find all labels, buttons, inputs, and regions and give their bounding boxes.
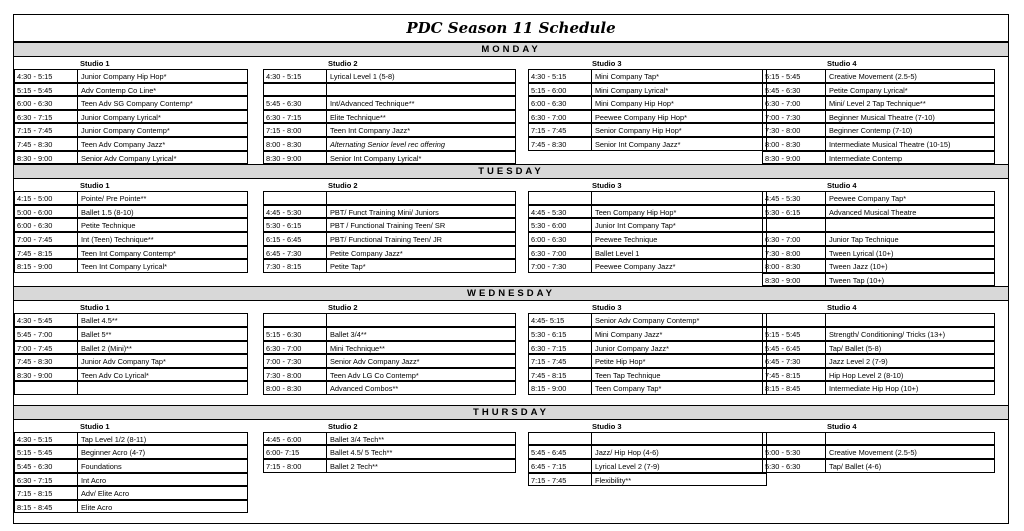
- class-time: 7:45 - 8:30: [14, 137, 77, 151]
- class-name: Adv/ Elite Acro: [77, 486, 248, 500]
- class-time: 8:30 - 9:00: [14, 151, 77, 165]
- class-time: 6:00- 7:15: [263, 445, 326, 459]
- class-name: Ballet 3/4**: [326, 327, 516, 341]
- class-time: [263, 313, 326, 327]
- class-time: 4:30 - 5:45: [14, 313, 77, 327]
- class-name: Elite Technique**: [326, 110, 516, 124]
- studio-label: Studio 1: [80, 59, 110, 68]
- class-time: [762, 218, 825, 232]
- class-name: PBT/ Functional Training Teen/ JR: [326, 232, 516, 246]
- class-time: 7:15 - 7:45: [528, 123, 591, 137]
- schedule-row: [14, 327, 1008, 341]
- class-name: Advanced Musical Theatre: [825, 205, 995, 219]
- class-name: Peewee Company Tap*: [825, 191, 995, 205]
- class-name: Ballet 5**: [77, 327, 248, 341]
- class-time: 4:45- 5:15: [528, 313, 591, 327]
- class-time: [263, 83, 326, 97]
- class-name: Ballet 3/4 Tech**: [326, 432, 516, 446]
- schedule-sheet: [13, 14, 1009, 524]
- class-name: Mini Company Tap*: [591, 69, 767, 83]
- class-name: Tween Tap (10+): [825, 273, 995, 287]
- class-name: Creative Movement (2.5-5): [825, 69, 995, 83]
- class-name: Teen Adv SG Company Contemp*: [77, 96, 248, 110]
- class-time: 8:15 - 8:45: [762, 381, 825, 395]
- class-time: 4:45 - 5:30: [528, 205, 591, 219]
- class-name: Adv Contemp Co Line*: [77, 83, 248, 97]
- class-time: 6:45 - 7:15: [528, 459, 591, 473]
- class-name: Petite Hip Hop*: [591, 354, 767, 368]
- class-time: 7:15 - 7:45: [528, 354, 591, 368]
- class-name: Tween Lyrical (10+): [825, 246, 995, 260]
- class-name: Int Acro: [77, 473, 248, 487]
- class-name: [825, 313, 995, 327]
- studio-label: Studio 3: [592, 421, 622, 431]
- class-name: Ballet 1.5 (8-10): [77, 205, 248, 219]
- class-name: Advanced Combos**: [326, 381, 516, 395]
- class-time: 7:15 - 7:45: [14, 123, 77, 137]
- studio-label: Studio 3: [592, 59, 622, 68]
- class-time: 5:30 - 6:15: [263, 218, 326, 232]
- class-name: Teen Adv Co Lyrical*: [77, 368, 248, 382]
- studio-label: Studio 4: [827, 421, 857, 431]
- class-name: Tap/ Ballet (4-6): [825, 459, 995, 473]
- class-name: Intermediate Contemp: [825, 151, 995, 165]
- class-time: 6:30 - 7:15: [263, 110, 326, 124]
- class-name: Petite Company Lyrical*: [825, 83, 995, 97]
- class-name: Tween Jazz (10+): [825, 259, 995, 273]
- class-time: 5:45 - 6:45: [762, 341, 825, 355]
- class-name: Elite Acro: [77, 500, 248, 514]
- class-name: Teen Adv LG Co Contemp*: [326, 368, 516, 382]
- schedule-days: [14, 42, 1008, 513]
- studio-label: Studio 1: [80, 421, 110, 431]
- class-time: [762, 432, 825, 446]
- class-name: Int (Teen) Technique**: [77, 232, 248, 246]
- schedule-title: PDC Season 11 Schedule: [14, 15, 1008, 42]
- class-name: Senior Adv Company Jazz*: [326, 354, 516, 368]
- schedule-row: [14, 432, 1008, 446]
- class-time: 7:30 - 8:15: [263, 259, 326, 273]
- class-time: 7:30 - 8:00: [762, 246, 825, 260]
- class-name: Tap Level 1/2 (8-11): [77, 432, 248, 446]
- schedule-row: [14, 459, 1008, 473]
- schedule-row: [14, 205, 1008, 219]
- class-time: 4:30 - 5:15: [14, 69, 77, 83]
- class-time: 5:45 - 6:30: [14, 459, 77, 473]
- class-time: 8:30 - 9:00: [14, 368, 77, 382]
- class-name: Teen Company Tap*: [591, 381, 767, 395]
- schedule-row: [14, 191, 1008, 205]
- class-name: Mini Technique**: [326, 341, 516, 355]
- class-time: 8:15 - 9:00: [14, 259, 77, 273]
- class-time: 5:30 - 6:15: [528, 327, 591, 341]
- class-name: Beginner Contemp (7-10): [825, 123, 995, 137]
- class-name: Ballet 4.5**: [77, 313, 248, 327]
- schedule-row: [14, 313, 1008, 327]
- class-time: [528, 432, 591, 446]
- class-name: Foundations: [77, 459, 248, 473]
- class-name: [825, 432, 995, 446]
- class-time: 7:00 - 7:45: [14, 232, 77, 246]
- class-name: Teen Adv Company Jazz*: [77, 137, 248, 151]
- schedule-row: [14, 232, 1008, 246]
- class-name: Junior Company Hip Hop*: [77, 69, 248, 83]
- class-name: Peewee Company Jazz*: [591, 259, 767, 273]
- class-time: 7:00 - 7:30: [263, 354, 326, 368]
- schedule-row: [14, 473, 1008, 487]
- studio-header-row: [14, 57, 1008, 69]
- class-name: Intermediate Musical Theatre (10-15): [825, 137, 995, 151]
- class-time: 5:15 - 5:45: [762, 69, 825, 83]
- studio-header-row: [14, 179, 1008, 191]
- class-time: 6:00 - 6:30: [528, 232, 591, 246]
- class-time: 5:15 - 5:45: [14, 445, 77, 459]
- class-time: 8:00 - 8:30: [263, 381, 326, 395]
- class-time: 4:30 - 5:15: [263, 69, 326, 83]
- class-time: 7:45 - 8:15: [14, 246, 77, 260]
- class-name: Mini Company Jazz*: [591, 327, 767, 341]
- class-name: Pointe/ Pre Pointe**: [77, 191, 248, 205]
- class-name: [326, 191, 516, 205]
- class-time: 7:15 - 7:45: [528, 473, 591, 487]
- class-name: Senior Adv Company Contemp*: [591, 313, 767, 327]
- class-name: Mini Company Hip Hop*: [591, 96, 767, 110]
- class-time: 7:15 - 8:15: [14, 486, 77, 500]
- class-name: [825, 218, 995, 232]
- studio-label: Studio 3: [592, 303, 622, 313]
- class-time: 7:00 - 7:30: [762, 110, 825, 124]
- class-name: Petite Tap*: [326, 259, 516, 273]
- schedule-row: [14, 151, 1008, 165]
- class-time: 8:30 - 9:00: [263, 151, 326, 165]
- class-time: 8:00 - 8:30: [762, 137, 825, 151]
- schedule-row: [14, 368, 1008, 382]
- class-time: 6:30 - 7:00: [528, 110, 591, 124]
- class-name: Petite Company Jazz*: [326, 246, 516, 260]
- class-name: Senior Int Company Jazz*: [591, 137, 767, 151]
- class-name: [77, 381, 248, 395]
- class-time: 7:30 - 8:00: [263, 368, 326, 382]
- class-name: Junior Int Company Tap*: [591, 218, 767, 232]
- class-time: 6:15 - 6:45: [263, 232, 326, 246]
- class-name: Junior Company Jazz*: [591, 341, 767, 355]
- class-time: 4:30 - 5:15: [14, 432, 77, 446]
- class-name: Int/Advanced Technique**: [326, 96, 516, 110]
- class-time: 7:45 - 8:15: [762, 368, 825, 382]
- class-time: 7:45 - 8:15: [528, 368, 591, 382]
- class-name: Senior Company Hip Hop*: [591, 123, 767, 137]
- class-time: 7:45 - 8:30: [528, 137, 591, 151]
- class-time: 6:30 - 7:15: [14, 110, 77, 124]
- class-time: [263, 191, 326, 205]
- class-time: 6:30 - 7:00: [263, 341, 326, 355]
- schedule-row: [14, 381, 1008, 395]
- schedule-row: [14, 123, 1008, 137]
- class-time: 7:45 - 8:30: [14, 354, 77, 368]
- class-name: Teen Int Company Lyrical*: [77, 259, 248, 273]
- class-time: 8:30 - 9:00: [762, 273, 825, 287]
- class-time: 4:15 - 5:00: [14, 191, 77, 205]
- class-time: 7:00 - 7:30: [528, 259, 591, 273]
- class-time: 6:30 - 7:00: [762, 232, 825, 246]
- studio-label: Studio 2: [328, 303, 358, 313]
- class-time: 6:45 - 7:30: [762, 354, 825, 368]
- class-time: 5:45 - 6:30: [263, 96, 326, 110]
- class-name: Teen Int Company Contemp*: [77, 246, 248, 260]
- class-time: 8:15 - 9:00: [528, 381, 591, 395]
- schedule-row: [14, 500, 1008, 514]
- class-name: Lyrical Level 1 (5-8): [326, 69, 516, 83]
- class-time: 8:30 - 9:00: [762, 151, 825, 165]
- class-name: Peewee Company Hip Hop*: [591, 110, 767, 124]
- class-name: Alternating Senior level rec offering: [326, 137, 516, 151]
- class-name: Teen Company Hip Hop*: [591, 205, 767, 219]
- class-time: 6:30 - 7:00: [528, 246, 591, 260]
- class-name: Creative Movement (2.5-5): [825, 445, 995, 459]
- class-name: [326, 313, 516, 327]
- class-time: 5:45 - 7:00: [14, 327, 77, 341]
- class-name: Strength/ Conditioning/ Tricks (13+): [825, 327, 995, 341]
- day-header-wednesday: WEDNESDAY: [14, 286, 1008, 301]
- class-time: 5:45 - 6:45: [528, 445, 591, 459]
- class-time: 6:00 - 6:30: [528, 96, 591, 110]
- schedule-row: [14, 246, 1008, 260]
- class-name: Junior Adv Company Tap*: [77, 354, 248, 368]
- studio-header-row: [14, 420, 1008, 432]
- studio-label: Studio 4: [827, 303, 857, 313]
- studio-label: Studio 4: [827, 59, 857, 68]
- class-name: Ballet 2 Tech**: [326, 459, 516, 473]
- class-time: 5:15 - 6:30: [263, 327, 326, 341]
- class-name: Intermediate Hip Hop (10+): [825, 381, 995, 395]
- class-time: 5:00 - 6:00: [14, 205, 77, 219]
- studio-label: Studio 3: [592, 181, 622, 191]
- class-name: Senior Int Company Lyrical*: [326, 151, 516, 165]
- class-time: 6:00 - 6:30: [14, 96, 77, 110]
- class-name: Junior Company Lyrical*: [77, 110, 248, 124]
- class-time: 6:30 - 7:00: [762, 96, 825, 110]
- class-time: 4:45 - 5:30: [762, 191, 825, 205]
- day-header-monday: MONDAY: [14, 42, 1008, 57]
- class-name: [591, 432, 767, 446]
- class-time: 5:30 - 6:30: [762, 459, 825, 473]
- schedule-row: [14, 273, 1008, 287]
- class-time: 8:00 - 8:30: [762, 259, 825, 273]
- day-gap: [14, 395, 1008, 405]
- class-time: 7:15 - 8:00: [263, 459, 326, 473]
- class-name: [591, 191, 767, 205]
- class-name: Ballet 4.5/ 5 Tech**: [326, 445, 516, 459]
- class-name: Senior Adv Company Lyrical*: [77, 151, 248, 165]
- schedule-row: [14, 354, 1008, 368]
- class-time: 6:30 - 7:15: [14, 473, 77, 487]
- class-name: Ballet 2 (Mini)**: [77, 341, 248, 355]
- schedule-row: [14, 341, 1008, 355]
- class-name: Tap/ Ballet (5-8): [825, 341, 995, 355]
- class-name: Flexibility**: [591, 473, 767, 487]
- schedule-row: [14, 96, 1008, 110]
- studio-label: Studio 2: [328, 181, 358, 191]
- class-name: PBT / Functional Training Teen/ SR: [326, 218, 516, 232]
- class-time: 7:15 - 8:00: [263, 123, 326, 137]
- class-time: 6:45 - 7:30: [263, 246, 326, 260]
- class-time: 8:00 - 8:30: [263, 137, 326, 151]
- class-name: PBT/ Funct Training Mini/ Juniors: [326, 205, 516, 219]
- schedule-row: [14, 110, 1008, 124]
- schedule-row: [14, 259, 1008, 273]
- class-name: Junior Tap Technique: [825, 232, 995, 246]
- class-name: Beginner Musical Theatre (7-10): [825, 110, 995, 124]
- studio-label: Studio 2: [328, 421, 358, 431]
- class-name: Mini/ Level 2 Tap Technique**: [825, 96, 995, 110]
- studio-header-row: [14, 301, 1008, 313]
- class-time: 5:15 - 6:00: [528, 83, 591, 97]
- class-name: Mini Company Lyrical*: [591, 83, 767, 97]
- class-name: Lyrical Level 2 (7-9): [591, 459, 767, 473]
- class-name: Beginner Acro (4-7): [77, 445, 248, 459]
- class-name: Petite Technique: [77, 218, 248, 232]
- class-time: [762, 313, 825, 327]
- day-header-tuesday: TUESDAY: [14, 164, 1008, 179]
- class-name: Teen Int Company Jazz*: [326, 123, 516, 137]
- class-time: 4:45 - 6:00: [263, 432, 326, 446]
- class-time: 5:15 - 5:45: [762, 327, 825, 341]
- class-time: 5:15 - 5:45: [14, 83, 77, 97]
- schedule-row: [14, 83, 1008, 97]
- schedule-row: [14, 69, 1008, 83]
- class-time: 8:15 - 8:45: [14, 500, 77, 514]
- class-time: 5:00 - 5:30: [762, 445, 825, 459]
- class-name: Jazz/ Hip Hop (4-6): [591, 445, 767, 459]
- studio-label: Studio 4: [827, 181, 857, 191]
- schedule-row: [14, 445, 1008, 459]
- class-name: Jazz Level 2 (7-9): [825, 354, 995, 368]
- class-time: 5:30 - 6:00: [528, 218, 591, 232]
- class-time: 6:00 - 6:30: [14, 218, 77, 232]
- class-time: [528, 191, 591, 205]
- class-time: 6:30 - 7:15: [528, 341, 591, 355]
- class-name: Junior Company Contemp*: [77, 123, 248, 137]
- class-time: 7:30 - 8:00: [762, 123, 825, 137]
- class-time: [14, 381, 77, 395]
- class-name: Ballet Level 1: [591, 246, 767, 260]
- class-time: 7:00 - 7:45: [14, 341, 77, 355]
- studio-label: Studio 2: [328, 59, 358, 68]
- class-time: 4:30 - 5:15: [528, 69, 591, 83]
- class-name: Peewee Technique: [591, 232, 767, 246]
- schedule-row: [14, 218, 1008, 232]
- class-time: 5:45 - 6:30: [762, 83, 825, 97]
- class-time: 4:45 - 5:30: [263, 205, 326, 219]
- class-name: Teen Tap Technique: [591, 368, 767, 382]
- class-time: 5:30 - 6:15: [762, 205, 825, 219]
- studio-label: Studio 1: [80, 303, 110, 313]
- class-name: Hip Hop Level 2 (8-10): [825, 368, 995, 382]
- day-header-thursday: THURSDAY: [14, 405, 1008, 420]
- studio-label: Studio 1: [80, 181, 110, 191]
- schedule-row: [14, 137, 1008, 151]
- schedule-row: [14, 486, 1008, 500]
- class-name: [326, 83, 516, 97]
